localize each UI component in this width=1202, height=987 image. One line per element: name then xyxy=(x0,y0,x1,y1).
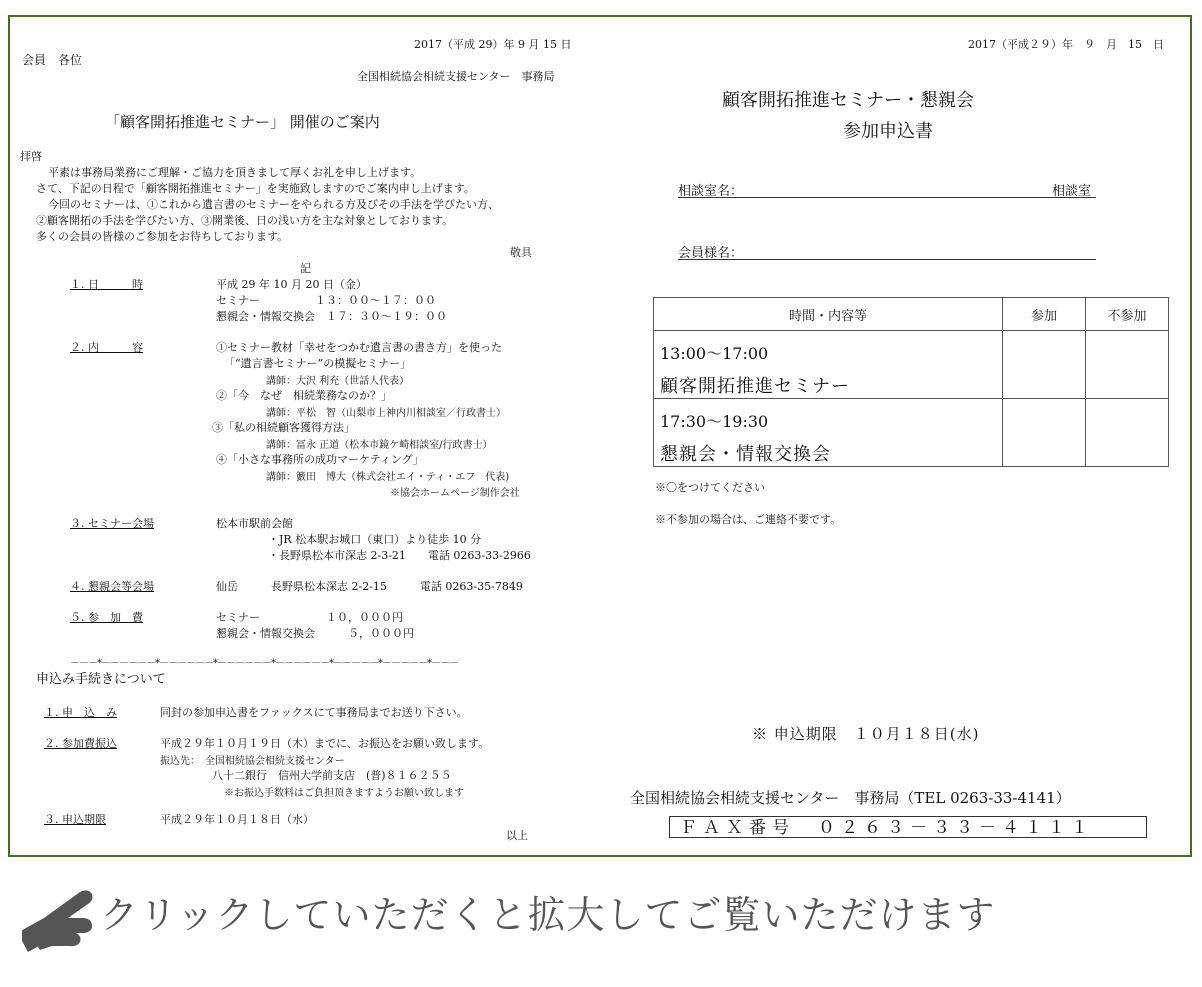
content-line: ①セミナー教材「幸せをつかむ遺言書の書き方」を使った xyxy=(216,341,502,354)
doc-title: 「顧客開拓推進セミナー」 開催のご案内 xyxy=(105,113,380,131)
body-line: 多くの会員の皆様のご参加をお待ちしております。 xyxy=(36,230,289,243)
not-attend-checkbox[interactable] xyxy=(1086,399,1169,467)
content-line: ③「私の相続顧客獲得方法」 xyxy=(212,421,355,434)
separator: －－－*－－－－－－*－－－－－－*－－－－－－*－－－－－－*－－－－－*－－－－－*－－－ xyxy=(70,658,458,669)
content-line: 講師：平松 智（山梨市上神内川相談室／行政書士） xyxy=(266,408,506,419)
proc-pay-bank: 八十二銀行 信州大学前支店 (普)８１６２５５ xyxy=(212,769,452,782)
body-line: 平素は事務局業務にご理解・ご協力を頂きまして厚くお礼を申し上げます。 xyxy=(48,166,422,179)
slot-time: 13:00～17:00 xyxy=(660,344,769,363)
application-table xyxy=(653,297,1169,467)
closing: 敬具 xyxy=(510,246,532,259)
section-label-fee: ５. 参 加 費 xyxy=(70,611,143,624)
room-name-field[interactable] xyxy=(678,197,1096,198)
contact-line: 全国相続協会相続支援センター 事務局（TEL 0263‐33‐4141） xyxy=(630,789,1071,807)
proc-label-pay: ２. 参加費振込 xyxy=(44,737,117,750)
event-date: 平成 29 年 10 月 20 日（金） xyxy=(216,278,367,291)
zoom-hint-bar[interactable] xyxy=(0,860,1202,987)
slot-time: 17:30～19:30 xyxy=(660,412,769,431)
proc-apply-text: 同封の参加申込書をファックスにて事務局までお送り下さい。 xyxy=(160,706,468,719)
member-label: 会員様名： xyxy=(678,246,744,261)
end-mark: 以上 xyxy=(506,829,528,842)
body-line: ②顧客開拓の手法を学びたい方、③開業後、日の浅い方を主な対象としております。 xyxy=(36,214,454,227)
table-row xyxy=(654,331,1169,399)
addressee: 会員 各位 xyxy=(22,53,83,67)
slot-cell xyxy=(654,331,1003,399)
header-attend: 参加 xyxy=(1003,298,1086,331)
proc-pay-to: 振込先： 全国相続協会相続支援センター xyxy=(160,756,345,767)
room-suffix: 相談室 xyxy=(1052,184,1092,199)
header-not-attend: 不参加 xyxy=(1086,298,1169,331)
greeting: 拝啓 xyxy=(20,150,42,163)
ki-label: 記 xyxy=(300,262,311,275)
form-note: ※〇をつけてください xyxy=(655,481,765,494)
content-line: 講師：冨永 正道（松本市鏡ケ崎相談室/行政書士） xyxy=(266,440,493,451)
content-line: ④「小さな事務所の成功マーケティング」 xyxy=(216,453,424,466)
procedure-title: 申込み手続きについて xyxy=(36,672,166,687)
proc-deadline-text: 平成２９年１０月１８日（水） xyxy=(160,813,314,826)
attend-checkbox[interactable] xyxy=(1003,399,1086,467)
zoom-hint-text: クリックしていただくと拡大してご覧いただけます xyxy=(100,893,996,937)
pointing-hand-icon xyxy=(22,888,98,952)
body-line: さて、下記の日程で「顧客開拓推進セミナー」を実施致しますのでご案内申し上げます。 xyxy=(36,182,475,195)
form-deadline: ※ 申込期限 １０月１８日(水) xyxy=(752,725,980,743)
section-label-party: ４. 懇親会等会場 xyxy=(70,580,154,593)
room-label: 相談室名： xyxy=(678,184,744,199)
seminar-time: セミナー １３：００～１７：００ xyxy=(216,294,436,307)
member-name-field[interactable] xyxy=(678,259,1096,260)
header-time-content: 時間・内容等 xyxy=(654,298,1003,331)
fee-seminar: セミナー １０，０００円 xyxy=(216,611,403,624)
proc-label-deadline: ３. 申込期限 xyxy=(44,813,106,826)
not-attend-checkbox[interactable] xyxy=(1086,331,1169,399)
content-line: ※協会ホームページ制作会社 xyxy=(390,488,520,499)
content-line: 「“遺言書セミナー”の模擬セミナー」 xyxy=(224,357,412,370)
slot-name: 懇親会・情報交換会 xyxy=(660,444,831,465)
venue-line: ・JR 松本駅お城口（東口）より徒歩 10 分 xyxy=(268,533,482,546)
section-label-venue: ３. セミナー会場 xyxy=(70,517,154,530)
content-line: 講師：籔田 博大（株式会社エイ・ティ・エフ 代表) xyxy=(266,472,510,483)
body-line: 今回のセミナーは、①これから遺言書のセミナーをやられる方及びその手法を学びたい方、 xyxy=(48,198,499,211)
content-line: ②「今 なぜ 相続業務なのか？」 xyxy=(216,389,392,402)
table-header-row xyxy=(654,298,1169,331)
sender: 全国相続協会相続支援センター 事務局 xyxy=(357,70,555,83)
attend-checkbox[interactable] xyxy=(1003,331,1086,399)
party-time: 懇親会・情報交換会 １７：３０～１９：００ xyxy=(216,310,447,323)
proc-pay-note: ※お振込手数料はご負担頂きますようお願い致します xyxy=(224,788,464,799)
venue-line: ・長野県松本市深志 2-3-21 電話 0263-33-2966 xyxy=(268,549,531,562)
section-label-date: １. 日 時 xyxy=(70,278,143,291)
venue-line: 松本市駅前会館 xyxy=(216,517,293,530)
party-venue: 仙岳 長野県松本深志 2-2-15 電話 0263-35-7849 xyxy=(216,580,523,593)
fee-party: 懇親会・情報交換会 ５，０００円 xyxy=(216,627,414,640)
form-date: 2017（平成２９）年 ９ 月 15 日 xyxy=(968,38,1164,51)
form-title: 顧客開拓推進セミナー・懇親会 xyxy=(722,90,974,111)
document-frame[interactable] xyxy=(8,15,1192,857)
form-note: ※不参加の場合は、ご連絡不要です。 xyxy=(655,513,842,526)
slot-cell xyxy=(654,399,1003,467)
proc-label-apply: １. 申 込 み xyxy=(44,706,117,719)
fax-number-box: ＦＡＸ番号 ０２６３－３３－４１１１ xyxy=(669,816,1147,838)
content-line: 講師：大沢 利充（世話人代表） xyxy=(266,376,410,387)
table-row xyxy=(654,399,1169,467)
proc-pay-text: 平成２９年１０月１９日（木）までに、お振込をお願い致します。 xyxy=(160,737,490,750)
doc-date: 2017（平成 29）年 9 月 15 日 xyxy=(414,38,572,51)
section-label-content: ２. 内 容 xyxy=(70,341,143,354)
form-subtitle: 参加申込書 xyxy=(843,121,933,142)
slot-name: 顧客開拓推進セミナー xyxy=(660,376,850,397)
